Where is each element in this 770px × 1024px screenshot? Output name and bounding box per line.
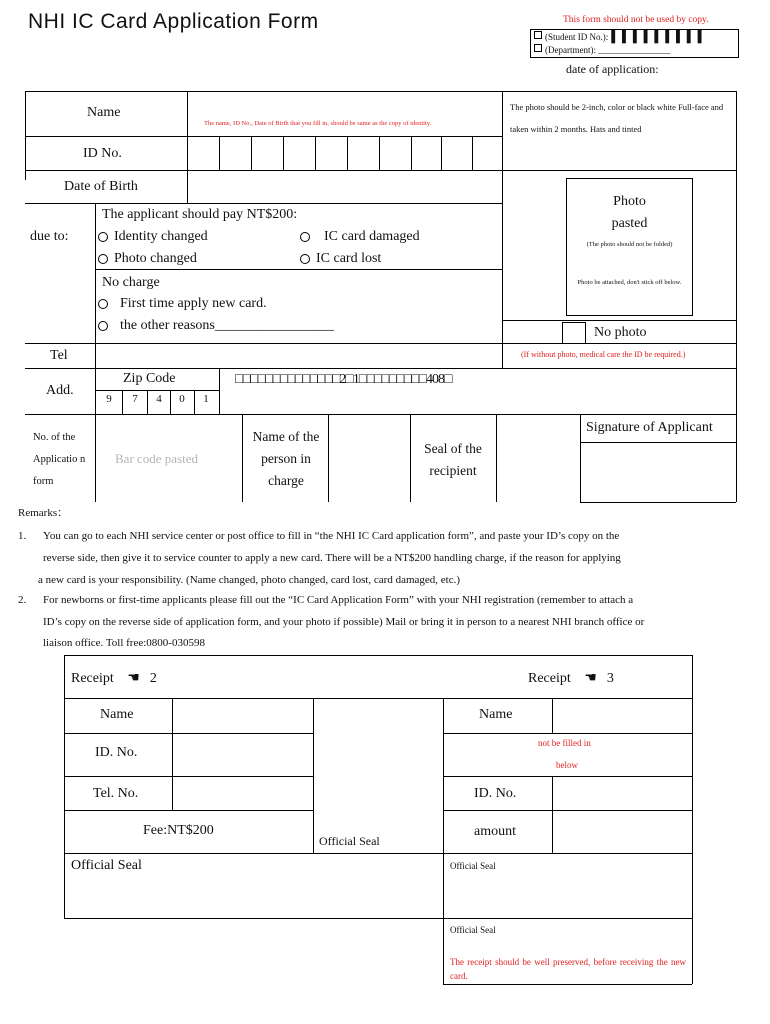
pay-heading: The applicant should pay NT$200: [102,207,298,222]
receipt-3-label: Receipt [528,671,571,686]
photo-changed-label: Photo changed [114,251,197,266]
radio-icon[interactable] [300,254,310,264]
dob-input[interactable] [188,171,501,202]
dob-label: Date of Birth [64,179,138,194]
radio-icon[interactable] [98,232,108,242]
remark-1-number: 1. [18,530,27,542]
reason-identity-changed[interactable] [98,229,208,245]
not-filled-note: not be filled in [538,738,591,748]
photo-title: Photo [613,194,646,209]
photo-attached-note: Photo be attached, don't stick off below. [577,279,682,286]
radio-icon[interactable] [98,254,108,264]
id-no-input[interactable] [188,137,501,169]
copy-notice: This form should not be used by copy. [563,15,709,25]
photo-folded-note: (The photo should not be folded) [586,241,673,248]
student-id-box [530,29,739,58]
reason-photo-changed[interactable] [98,251,197,267]
checkbox-icon [534,44,542,52]
seal-recipient-label: Seal of the recipient [424,441,482,478]
id-digit-boxes[interactable]: ▌▌▌▌▌▌▌▌▌ [611,31,709,43]
checkbox-icon [534,31,542,39]
signature-field[interactable] [582,444,734,500]
name-input[interactable] [190,94,500,134]
official-seal-left: Official Seal [71,858,142,873]
official-seal-middle: Official Seal [319,834,380,848]
no-photo-option[interactable] [562,322,647,344]
official-seal-right: Official Seal [450,861,496,871]
name-label: Name [87,105,121,120]
signature-label: Signature of Applicant [586,420,713,435]
remark-2-line-2: ID’s copy on the reverse side of application form, and your photo if possible) Mail or bring it in person to a nearest NHI branch office or [43,616,645,628]
receipt-2-number: 2 [149,671,157,686]
id-no-label: ID No. [83,146,122,161]
address-value[interactable]: □□□□□□□□□□□□□□2□1□□□□□□□□□408□ [235,372,452,387]
amount-label: amount [474,824,516,839]
zip-digit[interactable]: 7 [132,393,138,405]
tel-input[interactable] [96,344,501,367]
photo-paste-box[interactable] [566,178,693,316]
fill-note: The name, ID No., Date of Birth that you fill in, should be same as the copy of identity. [204,120,432,127]
ic-lost-label: IC card lost [316,251,382,266]
zip-digit[interactable]: 4 [156,393,162,405]
receipt-3-id-label: ID. No. [474,786,517,801]
zip-digit[interactable]: 0 [179,393,185,405]
bar-code-area[interactable]: Bar code pasted [115,451,199,466]
add-label: Add. [46,383,74,398]
remark-1-line-3: a new card is your responsibility. (Name changed, photo changed, card lost, card damaged, etc.) [38,574,461,586]
remark-1-line-1: You can go to each NHI service center or post office to fill in “the NHI IC Card application form”, and paste your ID’s copy on the [43,530,620,542]
identity-changed-label: Identity changed [114,229,208,244]
zip-digit[interactable]: 1 [203,393,209,405]
date-of-application-label: date of application: [566,62,659,76]
radio-icon[interactable] [98,299,108,309]
no-charge-heading: No charge [102,275,160,290]
receipt-tel-input[interactable] [174,778,311,809]
due-to-label: due to: [30,229,69,244]
person-in-charge-label: Name of the person in charge [252,429,320,488]
receipt-tel-label: Tel. No. [93,786,139,801]
no-photo-checkbox[interactable] [562,322,586,344]
zip-digit[interactable]: 9 [106,393,112,405]
receipt-2-heading [71,670,157,687]
receipt-name-input[interactable] [174,700,311,731]
other-reasons-label: the other reasons_________________ [120,318,334,333]
remark-1-line-2: reverse side, then give it to service counter to apply a new card. There will be a NT$200 handling charge, if the reason for applying [43,552,621,564]
below-note: below [556,760,578,770]
photo-title-2: pasted [611,216,648,231]
receipt-fee-label: Fee:NT$200 [143,823,214,838]
hand-pointer-icon: ☚ [584,671,597,686]
tel-label: Tel [50,348,68,363]
receipt-3-heading [528,670,614,687]
no-photo-note: (If without photo, medical care the ID be required.) [521,350,686,359]
remark-2-line-3: liaison office. Toll free:0800-030598 [43,637,205,649]
reason-other[interactable] [98,318,334,334]
department-label: (Department): ________________ [545,45,671,55]
ic-damaged-label: IC card damaged [324,229,420,244]
reason-ic-damaged[interactable] [300,229,420,245]
receipt-3-number: 3 [606,671,614,686]
receipt-3-name-label: Name [479,707,513,722]
student-id-label: (Student ID No.): [545,32,609,42]
zip-code-label: Zip Code [123,371,176,386]
form-number-label: No. of the Applicatio n form [33,432,86,487]
radio-icon[interactable] [300,232,310,242]
receipt-id-label: ID. No. [95,745,138,760]
official-seal-bottom: Official Seal [450,925,496,935]
receipt-name-label: Name [100,707,134,722]
no-photo-label: No photo [594,325,647,341]
reason-first-time[interactable] [98,296,267,312]
form-title: NHI IC Card Application Form [28,10,319,33]
preserve-note: The receipt should be well preserved, before receiving the new card. [450,957,686,981]
radio-icon[interactable] [98,321,108,331]
reason-ic-lost[interactable] [300,251,381,267]
photo-requirement-note: The photo should be 2-inch, color or black white Full-face and taken within 2 months. Hats and tinted [510,102,724,134]
receipt-2-label: Receipt [71,671,114,686]
remark-2-number: 2. [18,594,27,606]
remarks-heading: Remarks： [18,507,69,519]
hand-pointer-icon: ☚ [127,671,140,686]
remark-2-line-1: For newborns or first-time applicants please fill out the “IC Card Application Form” with your NHI registration (remember to attach a [43,594,634,606]
first-time-label: First time apply new card. [120,296,267,311]
receipt-id-input[interactable] [174,735,311,775]
